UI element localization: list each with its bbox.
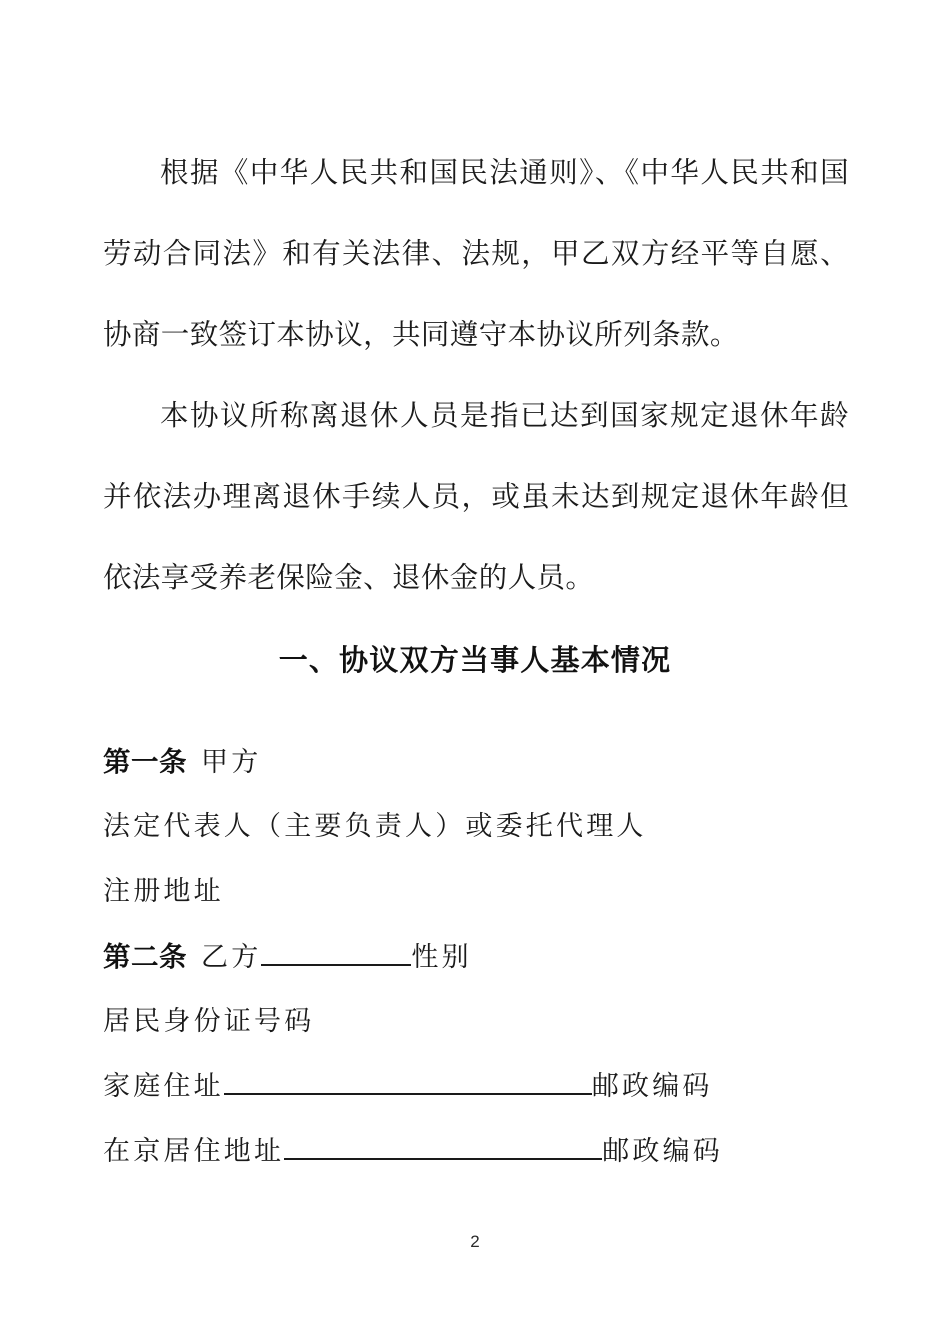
clause-text-registered-address: 注册地址 xyxy=(103,876,224,907)
document-body xyxy=(103,132,849,618)
clause-row-article-2 xyxy=(103,924,849,989)
clause-text-beijing-address: 在京居住地址 xyxy=(103,1136,285,1167)
clause-text-party-a: 甲方 xyxy=(201,747,262,778)
blank-field-party-b-name[interactable] xyxy=(261,938,411,966)
section-heading-parties: 一、协议双方当事人基本情况 xyxy=(278,645,672,677)
clause-row-beijing-address xyxy=(103,1119,849,1184)
clause-row-legal-representative xyxy=(103,794,849,859)
clause-row-home-address xyxy=(103,1054,849,1119)
clause-list xyxy=(103,729,849,1184)
page-number: 2 xyxy=(470,1232,480,1251)
clause-number-article-2: 第二条 xyxy=(103,941,187,972)
paragraph-retiree-definition: 本协议所称离退休人员是指已达到国家规定退休年龄并依法办理离退休手续人员，或虽未达到规定退休年龄但依法享受养老保险金、退休金的人员。 xyxy=(103,399,849,594)
paragraph-legal-basis: 根据《中华人民共和国民法通则》、《中华人民共和国劳动合同法》和有关法律、法规，甲乙双方经平等自愿、协商一致签订本协议，共同遵守本协议所列条款。 xyxy=(103,156,849,351)
clause-text-legal-representative: 法定代表人（主要负责人）或委托代理人 xyxy=(103,811,647,842)
clause-text-home-address: 家庭住址 xyxy=(103,1071,224,1102)
blank-field-home-address[interactable] xyxy=(224,1067,592,1095)
clause-number-article-1: 第一条 xyxy=(103,746,187,777)
clause-label-postal-code-home: 邮政编码 xyxy=(591,1071,713,1102)
clause-text-party-b: 乙方 xyxy=(201,942,262,973)
clause-row-id-number xyxy=(103,989,849,1054)
blank-field-beijing-address[interactable] xyxy=(284,1132,602,1160)
clause-row-article-1 xyxy=(103,729,849,794)
clause-row-registered-address xyxy=(103,859,849,924)
clause-label-gender: 性别 xyxy=(411,942,472,973)
clause-text-id-number: 居民身份证号码 xyxy=(103,1006,315,1037)
clause-label-postal-code-beijing: 邮政编码 xyxy=(602,1136,724,1167)
